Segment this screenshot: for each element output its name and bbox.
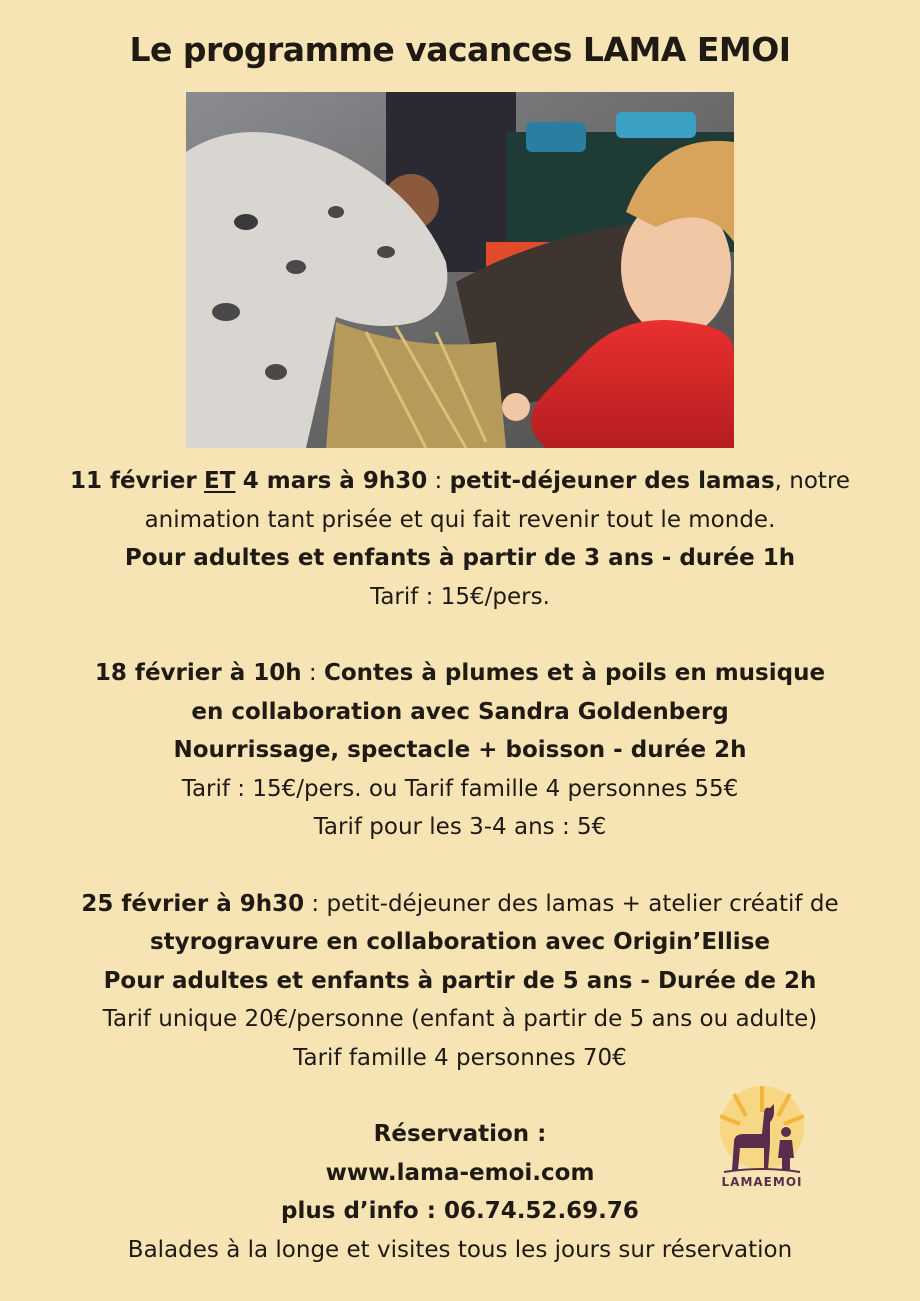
event2-price-kids: Tarif pour les 3-4 ans : 5€ bbox=[313, 814, 607, 840]
lama-emoi-logo bbox=[714, 1082, 810, 1198]
reservation-label: Réservation : bbox=[373, 1121, 547, 1147]
event1-line1 bbox=[20, 462, 900, 501]
event3-line1 bbox=[20, 885, 900, 924]
event-styrogravure bbox=[20, 885, 900, 1078]
event2-details: Nourrissage, spectacle + boisson - durée 2h bbox=[173, 737, 747, 763]
event3-audience: Pour adultes et enfants à partir de 5 ans - Durée de 2h bbox=[103, 967, 817, 994]
event1-audience: Pour adultes et enfants à partir de 3 ans - durée 1h bbox=[124, 545, 796, 571]
event2-price: Tarif : 15€/pers. ou Tarif famille 4 personnes 55€ bbox=[181, 775, 739, 802]
event-llama-breakfast bbox=[20, 462, 900, 616]
event2-name: Contes à plumes et à poils en musique bbox=[324, 660, 826, 686]
event3-date: 25 février à 9h30 bbox=[81, 890, 305, 917]
event1-desc: animation tant prisée et qui fait revenir tout le monde. bbox=[144, 506, 776, 533]
event1-name: petit-déjeuner des lamas bbox=[449, 468, 775, 494]
event1-date-a: 11 février bbox=[69, 468, 197, 494]
event2-sep: : bbox=[301, 660, 324, 686]
event1-date-b: 4 mars à 9h30 bbox=[242, 468, 428, 494]
event3-price: Tarif unique 20€/personne (enfant à partir de 5 ans ou adulte) bbox=[102, 1006, 818, 1032]
event2-line1 bbox=[20, 654, 900, 693]
llama-photo bbox=[186, 92, 734, 448]
reservation-footer: Balades à la longe et visites tous les jours sur réservation bbox=[127, 1236, 793, 1263]
event1-et: ET bbox=[204, 468, 236, 494]
event3-collab: styrogravure en collaboration avec Origin’Ellise bbox=[149, 929, 770, 955]
logo-icon bbox=[714, 1082, 810, 1178]
event2-date: 18 février à 10h bbox=[94, 660, 302, 686]
logo-text: LAMAEMOI bbox=[721, 1175, 803, 1189]
event-tales bbox=[20, 654, 900, 847]
event3-desc: petit-déjeuner des lamas + atelier créatif de bbox=[326, 890, 839, 917]
event2-collab: en collaboration avec Sandra Goldenberg bbox=[191, 698, 729, 725]
event3-price-family: Tarif famille 4 personnes 70€ bbox=[293, 1044, 627, 1071]
reservation-phone: plus d’info : 06.74.52.69.76 bbox=[281, 1198, 639, 1224]
event1-price: Tarif : 15€/pers. bbox=[370, 583, 550, 610]
event1-sep: : bbox=[427, 468, 450, 494]
page-title: Le programme vacances LAMA EMOI bbox=[129, 30, 791, 69]
event3-sep: : bbox=[304, 890, 327, 917]
reservation-website[interactable]: www.lama-emoi.com bbox=[325, 1159, 595, 1186]
event1-desc-tail: , notre bbox=[774, 468, 851, 494]
